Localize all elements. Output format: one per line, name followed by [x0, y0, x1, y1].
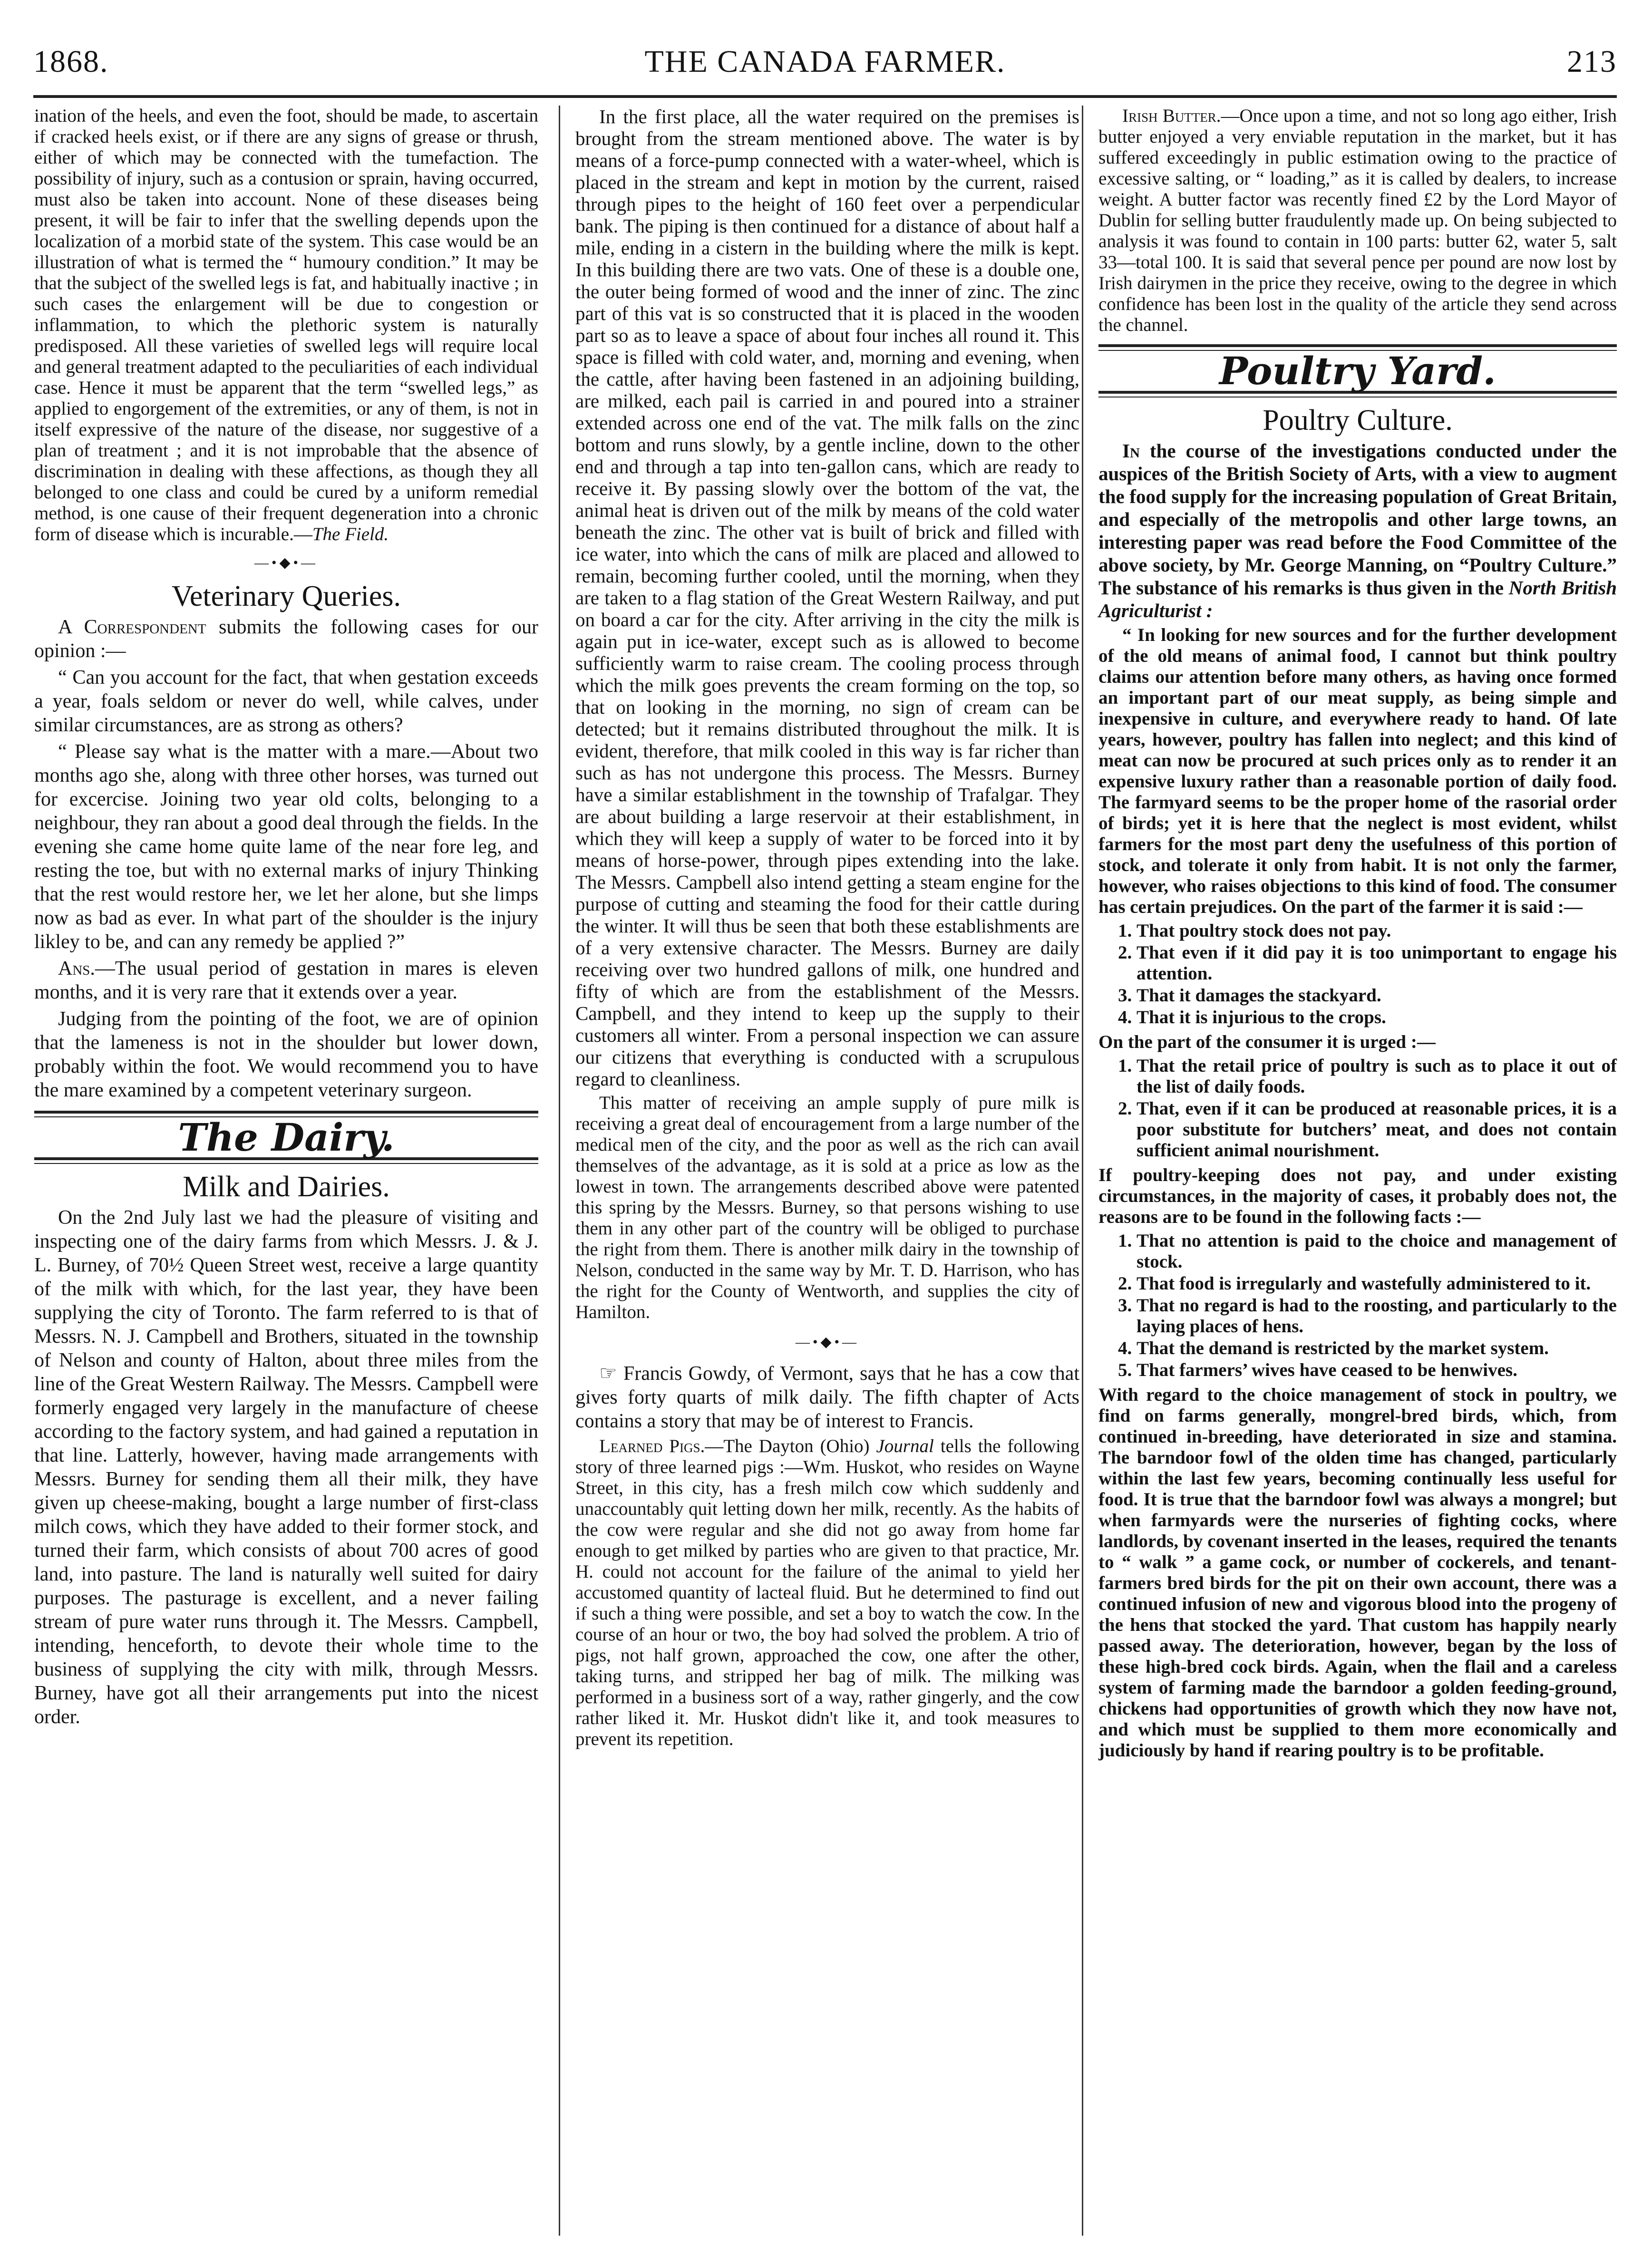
list-item: 2. That, even if it can be produced at reasonable prices, it is a poor substitute for butchers’ meat, and does not contain sufficient animal nourishment. [1137, 1098, 1617, 1161]
milk-paragraph-2: In the first place, all the water required on the premises is brought from the stream mentioned above. The water is by means of a force-pump connected with a water-wheel, which is placed in the stream and kept in motion by the current, raised through pipes to the height of 160 feet over a perpendicular bank. The piping is then continued for a distance of about half a mile, ending in a cistern in the building where the milk is kept. In this building there are two vats. One of these is a double one, the outer being formed of wood and the inner of zinc. The zinc part of this vat is so constructed that it is placed in the wooden part so as to leave a space of about four inches all round it. This space is filled with cold water, and, morning and evening, when the cattle, after having been fastened in an adjoining building, are milked, each pail is carried in and poured into a strainer extended across one end of the vat. The milk falls on the zinc bottom and runs slowly, by a gentle incline, down to the other end and through a tap into ten-gallon cans, which are ready to receive it. By passing slowly over the bottom of the vat, the animal heat is driven out of the milk by means of the cold water beneath the zinc. The other vat is built of brick and filled with ice water, into which the cans of milk are placed and allowed to remain, becoming further cooled, until the morning, when they are taken to a flag station of the Great Western Railway, and put on board a car for the city. After arriving in the city the milk is again put in ice-water, except such as is allowed to become sufficiently warm to raise cream. The cooling process through which the milk goes prevents the cream forming on the top, so that on looking in the morning, no sign of cream can be detected; but it remains distributed throughout the milk. It is evident, therefore, that milk cooled in this way is far richer than such as has not undergone this process. The Messrs. Burney have a similar establishment in the township of Trafalgar. They are about building a large reservoir at their establishment, in which they will keep a supply of water to be forced into it by means of horse-power, through pipes extending into the lake. The Messrs. Campbell also intend getting a steam engine for the purpose of cutting and steaming the food for their cattle during the winter. It will thus be seen that both these establishments are of a very extensive character. The Messrs. Burney are daily receiving over two hundred gallons of milk, one hundred and fifty of which are from the establishment of the Messrs. Campbell, and they intend to keep up the supply to their customers all winter. From a personal inspection we can assure our citizens that everything is conducted with a scrupulous regard to cleanliness. [575, 106, 1079, 1090]
list-item: 1. That the retail price of poultry is such as to place it out of the list of daily foods. [1137, 1056, 1617, 1097]
facts-list [1098, 1231, 1617, 1381]
vet-judging: Judging from the pointing of the foot, we are of opinion that the lameness is not in the shoulder but lower down, probably within the foot. We would recommend you to have the mare examined by a competent veterinary surgeon. [34, 1008, 538, 1101]
list-item: 2. That even if it did pay it is too unimportant to engage his attention. [1137, 942, 1617, 984]
column-rule [559, 106, 560, 2236]
column-middle [575, 106, 1079, 1753]
department-heading-dairy: The Dairy. [178, 1115, 395, 1160]
article-continuation: ination of the heels, and even the foot, should be made, to ascertain if cracked heels exist, or if there are any signs of grease or thrush, either of which may be connected with the tumefaction. The possibility of injury, such as a contusion or sprain, having occurred, must also be taken into account. None of these diseases being present, it will be fair to infer that the swelling depends upon the localization of a morbid state of the system. This case would be an illustration of what is termed the “ humoury condition.” It may be that the subject of the swelled legs is fat, and habitually inactive ; in such cases the enlargement will be due to congestion or inflammation, to which the plethoric system is naturally predisposed. All these varieties of swelled legs will require local and general treatment adapted to the peculiarities of each individual case. Hence it must be apparent that the term “swelled legs,” as applied to engorgement of the extremities, or any of them, is not in itself expressive of the nature of the disease, nor suggestive of a plan of treatment ; and it is not improbable that the absence of discrimination in dealing with these affections, as though they all belonged to one class and could be cured by a uniform remedial method, is one cause of their frequent degeneration into a chronic form of disease which is incurable.—The Field. [34, 106, 538, 544]
gowdy-note: ☞ Francis Gowdy, of Vermont, says that he has a cow that gives forty quarts of milk daily. The fifth chapter of Acts contains a story that may be of interest to Francis. [575, 1363, 1079, 1432]
list-item: 5. That farmers’ wives have ceased to be henwives. [1137, 1360, 1617, 1381]
consumer-objections-list [1098, 1056, 1617, 1161]
milk-paragraph-3: This matter of receiving an ample supply of pure milk is receiving a great deal of encouragement from a large number of the medical men of the city, and the poor as well as the rich can avail themselves of the advantage, as it is sold at a price as low as the lowest in town. The arrangements described above were patented this spring by the Messrs. Burney, so that persons wishing to use them in any other part of the country will be obliged to purchase the right from them. There is another milk dairy in the township of Nelson, conducted in the same way by Mr. T. D. Harrison, who has the right for the County of Wentworth, and supplies the city of Hamilton. [575, 1093, 1079, 1322]
list-item: 3. That no regard is had to the roosting, and particularly to the laying places of hens. [1137, 1295, 1617, 1337]
list-item: 1. That no attention is paid to the choice and management of stock. [1137, 1231, 1617, 1272]
section-heading-poultry-culture: Poultry Culture. [1263, 404, 1453, 436]
milk-paragraph: On the 2nd July last we had the pleasure of visiting and inspecting one of the dairy farms from which Messrs. J. & J. L. Burney, of 70½ Queen Street west, receive a large quantity of the milk with which, for the last year, they have been supplying the city of Toronto. The farm referred to is that of Messrs. N. J. Campbell and Brothers, situated in the township of Nelson and county of Halton, about three miles from the line of the Great Western Railway. The Messrs. Campbell were formerly engaged very largely in the manufacture of cheese according to the factory system, and had gained a reputation in that line. Latterly, however, having made arrangements with Messrs. Burney for sending them all their milk, they have given up cheese-making, bought a large number of first-class milch cows, which they have added to their former stock, and turned their farm, which consists of about 700 acres of good land, into pasture. The land is naturally well suited for dairy purposes. The pasturage is excellent, and a never failing stream of pure water runs through it. The Messrs. Campbell, intending, henceforth, to devote their whole time to the business of supplying the city with milk, through Messrs. Burney, have got all their arrangements put into the nicest order. [34, 1207, 538, 1728]
newspaper-title: THE CANADA FARMER. [644, 44, 1006, 79]
vet-intro: A Correspondent submits the following cases for our opinion :— [34, 616, 538, 662]
vet-question-1: “ Can you account for the fact, that when gestation exceeds a year, foals seldom or never do well, while calves, under similar circumstances, are as strong as others? [34, 667, 538, 736]
column-right [1098, 106, 1617, 1764]
masthead-rule [33, 95, 1617, 98]
consumer-intro: On the part of the consumer it is urged :— [1098, 1032, 1436, 1052]
list-item: 4. That it is injurious to the crops. [1137, 1007, 1617, 1028]
ornament-divider: —•◆•— [254, 555, 319, 571]
facts-intro: If poultry-keeping does not pay, and under existing circumstances, in the majority of cases, it probably does not, the reasons are to be found in the following facts :— [1098, 1165, 1617, 1227]
list-item: 4. That the demand is restricted by the market system. [1137, 1338, 1617, 1359]
learned-pigs: Learned Pigs.—The Dayton (Ohio) Journal tells the following story of three learned pigs :—Wm. Huskot, who resides on Wayne Street, in this city, has a fresh milch cow which suddenly and unaccountably quit letting down her milk, recently. As the habits of the cow were regular and she did not go away from home far enough to get milked by parties who are given to that practice, Mr. H. could not account for the failure of the animal to yield her accustomed quantity of lacteal fluid. But he determined to find out if such a thing were possible, and set a boy to watch the cow. In the course of an hour or two, the boy had solved the problem. A trio of pigs, not half grown, approached the cow, one after the other, taking turns, and stripped her bag of milk. The milking was performed in a business sort of a way, rather gingerly, and the cow rather liked it. Mr. Huskot didn't like it, and took measures to prevent its repetition. [575, 1436, 1079, 1749]
irish-butter: Irish Butter.—Once upon a time, and not so long ago either, Irish butter enjoyed a very enviable reputation in the market, but it has suffered exceedingly in public estimation owing to the practice of excessive salting, or “ loading,” as it is called by dealers, to increase weight. A butter factor was recently fined £2 by the Lord Mayor of Dublin for selling butter fraudulently made up. On being subjected to analysis it was found to contain in 100 parts: butter 62, water 5, salt 33—total 100. It is said that several pence per pound are now lost by Irish dairymen in the price they receive, owing to the degree in which confidence has been lost in the quality of the article they send across the channel. [1098, 106, 1617, 335]
column-left [34, 106, 538, 1732]
vet-answer: Ans.—The usual period of gestation in mares is eleven months, and it is very rare that it extends over a year. [34, 958, 538, 1003]
vet-question-2: “ Please say what is the matter with a mare.—About two months ago she, along with three other horses, was turned out for excercise. Joining two year old colts, belonging to a neighbour, they ran about a good deal through the fields. In the evening she came home quite lame of the near fore leg, and resting the toe, but with no external marks of injury Thinking that the rest would restore her, we let her alone, but she limps now as bad as ever. In what part of the shoulder is the injury likley to be, and can any remedy be applied ?” [34, 741, 538, 953]
section-heading-milk: Milk and Dairies. [183, 1171, 390, 1203]
poultry-closing: With regard to the choice management of stock in poultry, we find on farms generally, mongrel-bred birds, which, from continued in-breeding, have deteriorated in size and stamina. The barndoor fowl of the olden time has changed, particularly within the last few years, becoming continually less useful for food. It is true that the barndoor fowl was always a mongrel; but when farmyards were the nurseries of fighting cocks, where landlords, by covenant inserted in the leases, required the tenants to “ walk ” a game cock, or number of cockerels, and tenant-farmers bred birds for the pit on their own account, there was a continued infusion of new and vigorous blood into the progeny of the hens that stocked the yard. That custom has happily nearly passed away. The deterioration, however, began by the loss of these high-bred cock birds. Again, when the flail and a careless system of farming made the barndoor a golden feeding-ground, chickens had opportunities of growth which they now have not, and which must be supplied to them more economically and judiciously by hand if rearing poultry is to be profitable. [1098, 1385, 1617, 1761]
poultry-intro: In the course of the investigations conducted under the auspices of the British Society of Arts, with a view to augment the food supply for the increasing population of Great Britain, and especially of the metropolis and other large towns, an interesting paper was read before the Food Committee of the above society, by Mr. George Manning, on “Poultry Culture.” The substance of his remarks is thus given in the North British Agriculturist : [1098, 440, 1617, 621]
list-item: 1. That poultry stock does not pay. [1137, 921, 1617, 941]
masthead [33, 44, 1617, 91]
page-number: 213 [1567, 44, 1617, 79]
ornament-divider: —•◆•— [795, 1334, 860, 1350]
department-heading-poultry: Poultry Yard. [1219, 349, 1497, 393]
list-item: 3. That it damages the stackyard. [1137, 985, 1617, 1006]
farmer-objections-list [1098, 921, 1617, 1028]
issue-year: 1868. [33, 44, 109, 79]
column-rule [1082, 106, 1083, 2236]
poultry-quote: “ In looking for new sources and for the further development of the old means of animal food, I cannot but think poultry claims our attention before many others, as having once formed an important part of our meat supply, as being simple and inexpensive in culture, and everywhere ready to hand. Of late years, however, poultry has fallen into neglect; and this kind of meat can now be procured at such prices only as to render it an expensive luxury rather than a reasonable portion of daily food. The farmyard seems to be the proper home of the rasorial order of birds; yet it is here that the neglect is most evident, whilst farmers for the most part deny the usefulness of this portion of stock, and tolerate it only from habit. It is not only the farmer, however, who raises objections to this kind of food. The consumer has certain prejudices. On the part of the farmer it is said :— [1098, 625, 1617, 917]
section-heading-veterinary: Veterinary Queries. [171, 580, 401, 612]
list-item: 2. That food is irregularly and wastefully administered to it. [1137, 1273, 1617, 1294]
